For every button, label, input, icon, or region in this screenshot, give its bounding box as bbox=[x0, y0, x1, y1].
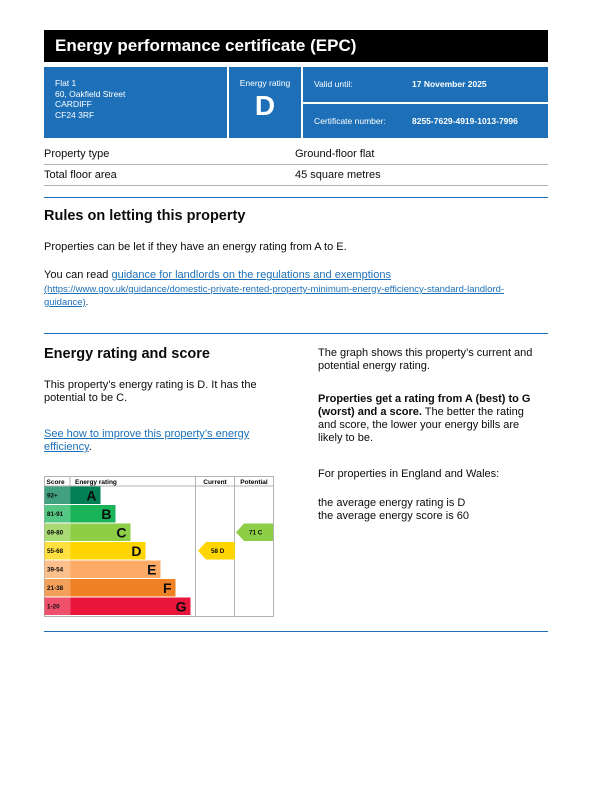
section-divider bbox=[44, 333, 548, 334]
improve-efficiency-link-end[interactable]: efficiency bbox=[44, 441, 89, 453]
band-bar-g bbox=[71, 598, 191, 616]
landlord-guidance-url-tail[interactable]: guidance) bbox=[44, 297, 86, 308]
text-line: The graph shows this property’s current and bbox=[318, 347, 533, 359]
energy-heading: Energy rating and score bbox=[44, 346, 210, 362]
energy-rating-chart bbox=[44, 476, 274, 617]
averages bbox=[318, 497, 548, 523]
bold-text: (worst) and a score. bbox=[318, 406, 422, 418]
address-line: CF24 3RF bbox=[55, 109, 95, 120]
band-letter: G bbox=[175, 598, 187, 615]
valid-until-value: 17 November 2025 bbox=[412, 79, 487, 89]
current-rating-marker-label: 58 D bbox=[211, 548, 225, 556]
energy-rating-value: D bbox=[254, 90, 276, 121]
floor-area-value: 45 square metres bbox=[295, 169, 381, 181]
text-line: and score, the lower your energy bills are bbox=[318, 419, 520, 431]
band-letter: B bbox=[101, 505, 112, 522]
page-title: Energy performance certificate (EPC) bbox=[44, 30, 548, 62]
landlord-guidance-url-end bbox=[44, 296, 88, 309]
period: . bbox=[88, 441, 92, 453]
text-line: potential to be C. bbox=[44, 392, 128, 404]
property-type-label: Property type bbox=[44, 148, 110, 160]
rating-scale-explanation bbox=[318, 393, 548, 445]
band-letter: A bbox=[86, 487, 97, 504]
address-line: CARDIFF bbox=[55, 99, 92, 109]
improve-efficiency-link[interactable]: See how to improve this property’s energy bbox=[44, 428, 250, 440]
graph-explanation bbox=[318, 347, 548, 373]
band-score-range: 55-68 bbox=[47, 548, 64, 556]
chart-header-potential: Potential bbox=[240, 478, 268, 486]
improve-efficiency-paragraph bbox=[44, 428, 284, 454]
property-type-value: Ground-floor flat bbox=[295, 148, 375, 160]
address-line: 60, Oakfield Street bbox=[55, 88, 126, 99]
potential-rating-marker-label: 71 C bbox=[249, 529, 263, 537]
text-fragment: The better the rating bbox=[421, 406, 524, 418]
section-divider bbox=[44, 631, 548, 632]
energy-rating-paragraph bbox=[44, 379, 284, 405]
band-letter: F bbox=[162, 579, 172, 596]
average-rating: the average energy rating is D bbox=[318, 497, 466, 509]
band-score-range: 92+ bbox=[47, 492, 58, 500]
chart-header-rating: Energy rating bbox=[75, 478, 117, 486]
average-score: the average energy score is 60 bbox=[318, 510, 470, 522]
rules-paragraph: Properties can be let if they have an energy rating from A to E. bbox=[44, 241, 347, 253]
band-score-range: 81-91 bbox=[47, 511, 64, 519]
chart-header-score: Score bbox=[46, 478, 65, 486]
landlord-guidance-url[interactable]: (https://www.gov.uk/guidance/domestic-private-rented-property-minimum-energy-efficiency-standard-landlord- bbox=[44, 284, 505, 295]
band-letter: C bbox=[116, 524, 127, 541]
band-score-range: 1-20 bbox=[47, 603, 60, 611]
bold-text: Properties get a rating from A (best) to G bbox=[318, 393, 531, 405]
text-line: potential energy rating. bbox=[318, 360, 430, 372]
section-divider bbox=[44, 197, 548, 198]
band-score-range: 39-54 bbox=[47, 566, 64, 574]
floor-area-row bbox=[44, 165, 548, 186]
rules-heading: Rules on letting this property bbox=[44, 208, 246, 224]
band-score-range: 21-38 bbox=[47, 585, 64, 593]
text-line: This property’s energy rating is D. It has the bbox=[44, 379, 257, 391]
valid-until-label: Valid until: bbox=[314, 79, 353, 89]
certificate-number-label: Certificate number: bbox=[314, 116, 386, 126]
england-wales-label: For properties in England and Wales: bbox=[318, 468, 500, 480]
certificate-number-row bbox=[303, 104, 548, 138]
text-line: likely to be. bbox=[318, 432, 374, 444]
band-letter: E bbox=[147, 561, 157, 578]
rules-guidance-paragraph bbox=[44, 269, 548, 282]
band-letter: D bbox=[131, 542, 142, 559]
period: . bbox=[85, 297, 89, 308]
rules-guidance-prefix: You can read bbox=[44, 269, 112, 281]
address-block bbox=[44, 67, 227, 138]
energy-rating-label: Energy rating bbox=[239, 78, 291, 88]
property-type-row bbox=[44, 144, 548, 165]
energy-rating-box bbox=[229, 67, 301, 138]
address-line: Flat 1 bbox=[55, 78, 77, 88]
band-score-range: 69-80 bbox=[47, 529, 64, 537]
band-bar-f bbox=[71, 579, 176, 597]
certificate-number-value: 8255-7629-4919-1013-7996 bbox=[412, 116, 518, 126]
valid-until-row bbox=[303, 67, 548, 102]
chart-header-current: Current bbox=[203, 478, 227, 486]
landlord-guidance-link[interactable]: guidance for landlords on the regulations and exemptions bbox=[111, 269, 391, 281]
floor-area-label: Total floor area bbox=[44, 169, 117, 181]
